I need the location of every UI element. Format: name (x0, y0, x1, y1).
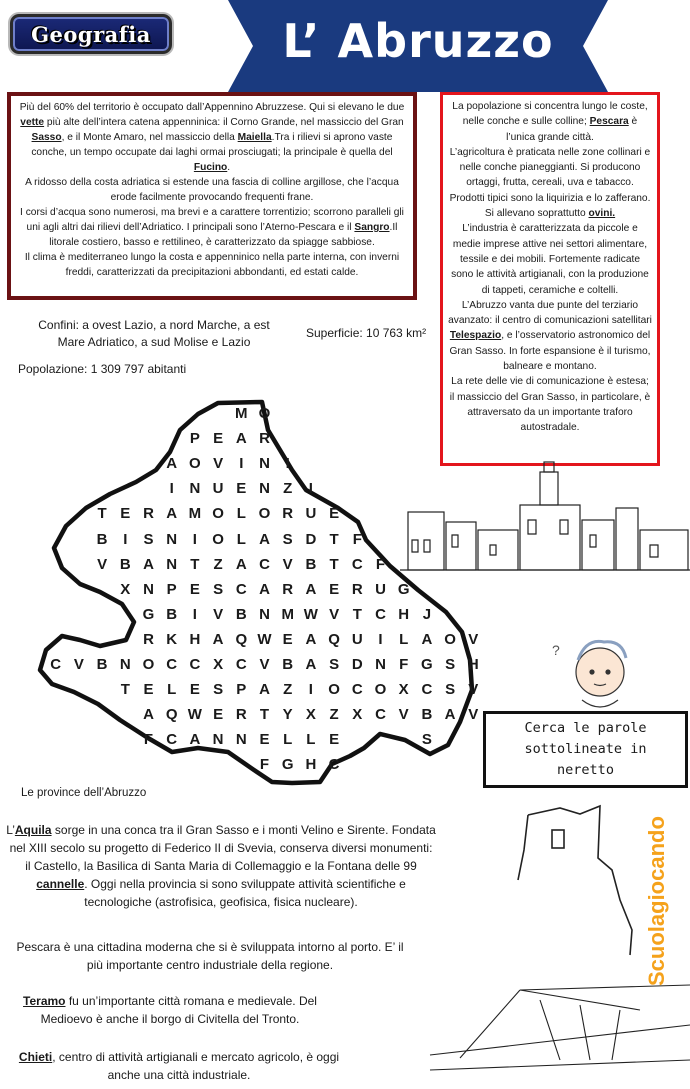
word-search-letter: E (282, 630, 293, 648)
word-search-letter: E (189, 580, 200, 598)
word-search-letter: Q (328, 630, 340, 648)
text-segment: Pescara è una cittadina moderna che si è sviluppata intorno al porto. E’ il più importante centro industriale della regione. (16, 940, 404, 972)
teramo-paragraph (10, 992, 330, 1028)
word-search-letter: T (259, 706, 270, 724)
text-segment: I corsi d’acqua sono numerosi, ma brevi e a carattere torrentizio; scorrono paralleli gli uni agli altri dai rilievi dell’Adriatico. I principali sono l’Aterno-Pescara e il (20, 207, 404, 233)
word-search-letter: I (308, 681, 313, 699)
word-search-letter: X (305, 706, 316, 724)
word-search-letter: C (375, 706, 386, 724)
word-search-letter: B (421, 706, 433, 724)
word-search-letter: N (375, 656, 386, 673)
keyword: Maiella (237, 132, 272, 143)
word-search-letter: E (329, 580, 340, 598)
word-search-letter: X (213, 656, 224, 673)
word-search-letter: Q (165, 706, 178, 724)
text-segment: L’agricoltura è praticata nelle zone collinari e nelle conche pianeggianti. Si producono ortaggi, frutta, cereali, uva e tabacco. Prodotti tipici sono la liquirizia e lo zafferano. (449, 146, 651, 204)
word-search-letter: C (375, 605, 386, 623)
word-search-letter: E (329, 505, 340, 523)
territory-paragraph (17, 100, 407, 175)
thinking-child-drawing (552, 641, 626, 707)
word-search-letter: E (213, 706, 224, 724)
climate-paragraph (17, 250, 407, 280)
word-search-letter: O (328, 681, 340, 699)
instructions-line-1: Cerca le parole (524, 720, 647, 736)
word-search-letter: R (143, 630, 154, 648)
text-segment: . (227, 162, 231, 173)
word-search-letter: E (259, 731, 270, 749)
word-search-letter: N (259, 455, 270, 473)
word-search-letter: W (303, 605, 318, 623)
page-title: L’ Abruzzo (282, 14, 554, 68)
word-search-letter: A (143, 706, 154, 724)
word-search-letter: T (120, 681, 130, 699)
word-search-letter: A (259, 530, 270, 548)
word-search-letter: P (236, 681, 247, 699)
word-search-letter: I (239, 455, 244, 473)
word-search-letter: C (50, 656, 62, 673)
word-search-letter: S (421, 731, 432, 749)
instructions-box (483, 711, 688, 788)
keyword: Teramo (23, 994, 66, 1008)
word-search-letter: A (166, 455, 178, 473)
word-search-letter: Z (213, 555, 223, 573)
word-search-letter: L (399, 630, 409, 648)
area-info: Superficie: 10 763 km² (306, 326, 427, 340)
word-search-letter: I (378, 630, 383, 648)
keyword: Pescara (589, 116, 629, 128)
word-search-letter: O (142, 656, 155, 673)
word-search-letter: X (352, 706, 363, 724)
keyword: vette (20, 117, 45, 128)
word-search-letter: N (189, 480, 201, 498)
word-search-letter: A (235, 430, 247, 448)
word-search-letter: V (259, 656, 270, 673)
keyword: Aquila (14, 823, 52, 837)
text-segment: sorge in una conca tra il Gran Sasso e i monti Velino e Sirente. Fondata nel XIII secolo su progetto di Federico II di Svevia, conserva diversi monumenti: il Castello, la Basilica di Santa Maria di Collemaggio e la Fontana delle 99 (9, 823, 436, 873)
text-segment: .Tra i rilievi si aprono vaste conche, un tempo occupate dai laghi ormai prosciugati; la principale è quella del (31, 132, 393, 158)
teramo-text (10, 992, 330, 1028)
word-search-letter: C (166, 731, 178, 749)
pescara-paragraph (10, 938, 410, 974)
word-search-letter: G (142, 605, 155, 623)
word-search-letter: O (212, 505, 224, 523)
word-search-letter: F (352, 530, 362, 548)
svg-text:Scuolagiocando: Scuolagiocando (644, 816, 669, 986)
word-search-letter: F (259, 756, 270, 774)
word-search-letter: E (329, 731, 340, 749)
word-search-letter: V (73, 656, 84, 673)
word-search-letter: V (97, 555, 108, 573)
word-search-letter: L (236, 505, 246, 523)
text-segment: La rete delle vie di comunicazione è estesa; il massiccio del Gran Sasso, in particolare, è attraversato da un importante traforo autostradale. (449, 376, 651, 434)
word-search-letter: W (187, 706, 202, 724)
word-search-letter: A (143, 555, 154, 573)
word-search-letter: L (167, 681, 177, 699)
word-search-letter: C (351, 681, 363, 699)
borders-info (14, 317, 294, 351)
word-search-letter: R (259, 430, 270, 448)
word-search-letter: K (166, 630, 178, 648)
word-search-letter: S (329, 656, 340, 673)
castle-ruin-drawing (518, 806, 632, 955)
word-search-letter: V (398, 706, 409, 724)
word-search-letter: I (308, 480, 313, 498)
word-search-letter: E (213, 430, 224, 448)
word-search-letter: N (212, 731, 224, 749)
word-search-letter: G (397, 580, 410, 598)
watermark-logo (636, 790, 676, 990)
text-segment: L’Abruzzo vanta due punte del terziario avanzato: il centro di comunicazioni satellitari (448, 299, 652, 327)
word-search-letter: A (305, 656, 317, 673)
word-search-letter: R (351, 580, 363, 598)
word-search-letter: V (468, 630, 479, 648)
word-search-letter: Y (282, 706, 293, 724)
word-search-letter: O (189, 455, 201, 473)
word-search-letter: T (329, 530, 339, 548)
word-search-letter: N (166, 530, 178, 548)
text-segment: . Oggi nella provincia si sono sviluppate attività scientifiche e tecnologiche (astrofisica, geofisica, fisica nucleare). (84, 877, 406, 909)
word-search-letter: G (421, 656, 433, 673)
pescara-text (10, 938, 410, 974)
text-segment: , e l’osservatorio astronomico del Gran Sasso. In forte espansione è il turismo, balneare e montano. (449, 330, 651, 373)
word-search-letter: A (444, 706, 456, 724)
word-search-letter: C (235, 580, 247, 598)
word-search-letter: E (143, 681, 154, 699)
word-search-letter: D (351, 656, 363, 673)
word-search-letter: O (444, 630, 456, 648)
word-search-letter: B (119, 555, 131, 573)
industry-paragraph (448, 221, 652, 297)
chieti-paragraph (14, 1048, 344, 1084)
word-search-letter: S (213, 681, 224, 699)
word-search-letter: I (123, 530, 128, 548)
text-segment: più alte dell’intera catena appenninica: il Corno Grande, nel massiccio del Gran (44, 117, 404, 128)
agriculture-paragraph (448, 145, 652, 206)
word-search-letter: A (166, 505, 178, 523)
word-search-letter: C (328, 756, 340, 774)
word-search-letter: R (235, 706, 247, 724)
word-search-letter: R (143, 505, 154, 523)
text-segment: L’industria è caratterizzata da piccole e medie imprese attive nei settori alimentare, tessile e dei mobili. Fortemente radicate sono le attività artigianali, con la produzione di tappeti, ceramiche e coltelli. (451, 223, 649, 296)
word-search-letter: P (166, 580, 177, 598)
text-segment: Il clima è mediterraneo lungo la costa e appenninico nella parte interna, con inverni freddi, caratterizzati da precipitazioni abbondanti, ed estati calde. (24, 252, 400, 278)
borders-line-1: Confini: a ovest Lazio, a nord Marche, a est (38, 318, 270, 332)
word-search-letter: I (169, 480, 174, 498)
word-search-letter: A (259, 681, 270, 699)
population-info: Popolazione: 1 309 797 abitanti (18, 362, 187, 376)
word-search-letter: U (375, 580, 386, 598)
word-search-letter: D (305, 530, 317, 548)
word-search-letter: H (467, 656, 479, 673)
word-search-letter: S (143, 530, 154, 548)
word-search-letter: J (422, 605, 432, 623)
word-search-letter: L (236, 530, 246, 548)
keyword: Fucino (193, 162, 228, 173)
word-search-letter: N (143, 580, 154, 598)
word-search-letter: X (398, 681, 409, 699)
word-search-letter: A (189, 731, 201, 749)
keyword: Telespazio (449, 330, 502, 342)
territory-box (7, 92, 417, 300)
word-search-letter: F (143, 731, 154, 749)
word-search-letter: V (329, 605, 340, 623)
word-search-letter: V (468, 706, 479, 724)
word-search-letter: V (213, 455, 224, 473)
word-search-letter: T (97, 505, 107, 523)
word-search-letter: N (259, 480, 270, 498)
word-search-letter: C (351, 555, 363, 573)
word-search-letter: T (329, 555, 339, 573)
word-search-letter: V (213, 605, 224, 623)
word-search-letter: A (421, 630, 433, 648)
word-search-letter: R (282, 505, 294, 523)
word-search-letter: E (236, 480, 247, 498)
svg-text:?: ? (552, 642, 560, 658)
word-search-letter: U (351, 630, 363, 648)
word-search-letter: G (281, 756, 294, 774)
word-search-letter: H (398, 605, 410, 623)
word-search-letter: B (96, 656, 108, 673)
text-segment: , e il Monte Amaro, nel massiccio della (61, 132, 238, 143)
population-paragraph (448, 99, 652, 145)
keyword: Sangro (354, 222, 390, 233)
word-search-letter: H (189, 630, 201, 648)
word-search-letter: O (258, 505, 271, 523)
chieti-text (14, 1048, 344, 1084)
word-search-letter: N (259, 605, 270, 623)
word-search-letter: A (212, 630, 224, 648)
word-search-letter: N (235, 731, 247, 749)
word-search-letter: Q (235, 630, 248, 648)
word-search-letter: Z (329, 706, 339, 724)
text-segment: è l’unica grande città. (506, 116, 638, 143)
instructions-line-3: neretto (557, 762, 614, 778)
word-search-letter: L (283, 731, 293, 749)
keyword: cannelle (36, 877, 85, 891)
tertiary-paragraph (448, 298, 652, 374)
word-search-letter: C (166, 656, 178, 673)
word-search-letter: M (188, 505, 202, 523)
livestock-paragraph (448, 206, 652, 221)
text-segment: A ridosso della costa adriatica si estende una fascia di colline argillose, che l’acqua erode facilmente provocando frequenti frane. (25, 177, 399, 203)
instructions-line-2: sottolineate in (524, 741, 647, 757)
word-search-letter: U (305, 505, 317, 523)
word-search-letter: M (235, 405, 248, 422)
word-search-letter: S (213, 580, 224, 598)
word-search-letter: S (282, 530, 293, 548)
word-search-letter: A (235, 555, 247, 573)
word-search-letter: I (192, 530, 197, 548)
word-search-letter: R (282, 580, 294, 598)
aquila-text (6, 821, 436, 911)
text-segment: fu un’importante città romana e medievale. Del Medioevo è anche il borgo di Civitella del Tronto. (40, 994, 317, 1026)
word-search-letter: Z (283, 480, 293, 498)
subject-badge (10, 14, 172, 54)
word-search-letter: L (306, 731, 316, 749)
word-search-letter: C (421, 681, 433, 699)
text-segment: , centro di attività artigianali e mercato agricolo, è oggi anche una città industriale. (52, 1050, 340, 1082)
word-search-letter: E (120, 505, 131, 523)
word-search-letter: A (259, 580, 270, 598)
word-search-letter: O (258, 405, 271, 422)
word-search-letter: T (352, 605, 362, 623)
trabocco-drawing (430, 985, 690, 1070)
keyword: Sasso (31, 132, 62, 143)
word-search-letter: C (235, 656, 247, 673)
word-search-letter: Z (283, 681, 293, 699)
text-segment: Si allevano soprattutto (484, 208, 589, 220)
word-search-letter: N (119, 656, 131, 673)
subject-label: Geografia (31, 21, 151, 47)
word-search-letter: U (212, 480, 224, 498)
hills-paragraph (17, 175, 407, 205)
word-search-letter: T (190, 555, 200, 573)
word-search-letter: B (235, 605, 247, 623)
city-skyline-drawing (400, 462, 690, 570)
word-search-letter: B (96, 530, 108, 548)
text-segment: La popolazione si concentra lungo le coste, nelle conche e sulle colline; (452, 101, 648, 128)
text-segment: Più del 60% del territorio è occupato dall’Appennino Abruzzese. Qui si elevano le due (19, 102, 405, 113)
aquila-paragraph (6, 821, 436, 911)
word-search-letter: C (259, 555, 270, 573)
word-search-letter: A (305, 630, 317, 648)
word-search-letter: I (192, 605, 197, 623)
word-search-letter: O (212, 530, 224, 548)
text-segment: .Il litorale costiero, basso e rettilineo, è caratterizzato da spiagge sabbiose. (49, 222, 398, 248)
keyword: ovini. (588, 208, 616, 220)
word-search-letter: X (120, 580, 131, 598)
word-search-letter: B (166, 605, 178, 623)
word-search-letter: A (305, 580, 317, 598)
word-search-letter: F (375, 555, 386, 573)
rivers-paragraph (17, 205, 407, 250)
keyword: Chieti (18, 1050, 53, 1064)
word-search-letter: H (305, 756, 317, 774)
word-search-letter: B (282, 656, 294, 673)
text-segment: L’ (6, 823, 15, 837)
word-search-letter: O (374, 681, 387, 699)
word-search-letter: S (445, 656, 456, 673)
word-search-letter: C (189, 656, 201, 673)
word-search-letter: E (189, 681, 200, 699)
word-search-letter: S (445, 681, 456, 699)
word-search-letter: P (189, 430, 200, 448)
word-search-letter: N (166, 555, 178, 573)
word-search-letter: V (282, 555, 293, 573)
word-search-letter: I (285, 455, 290, 473)
word-search-letter: W (257, 630, 272, 648)
word-search-letter: B (305, 555, 317, 573)
word-search-letter: M (281, 605, 294, 623)
map-caption: Le province dell’Abruzzo (21, 787, 147, 799)
borders-line-2: Mare Adriatico, a sud Molise e Lazio (57, 335, 251, 349)
word-search-letter: F (399, 656, 409, 673)
word-search-letter: V (468, 681, 479, 699)
